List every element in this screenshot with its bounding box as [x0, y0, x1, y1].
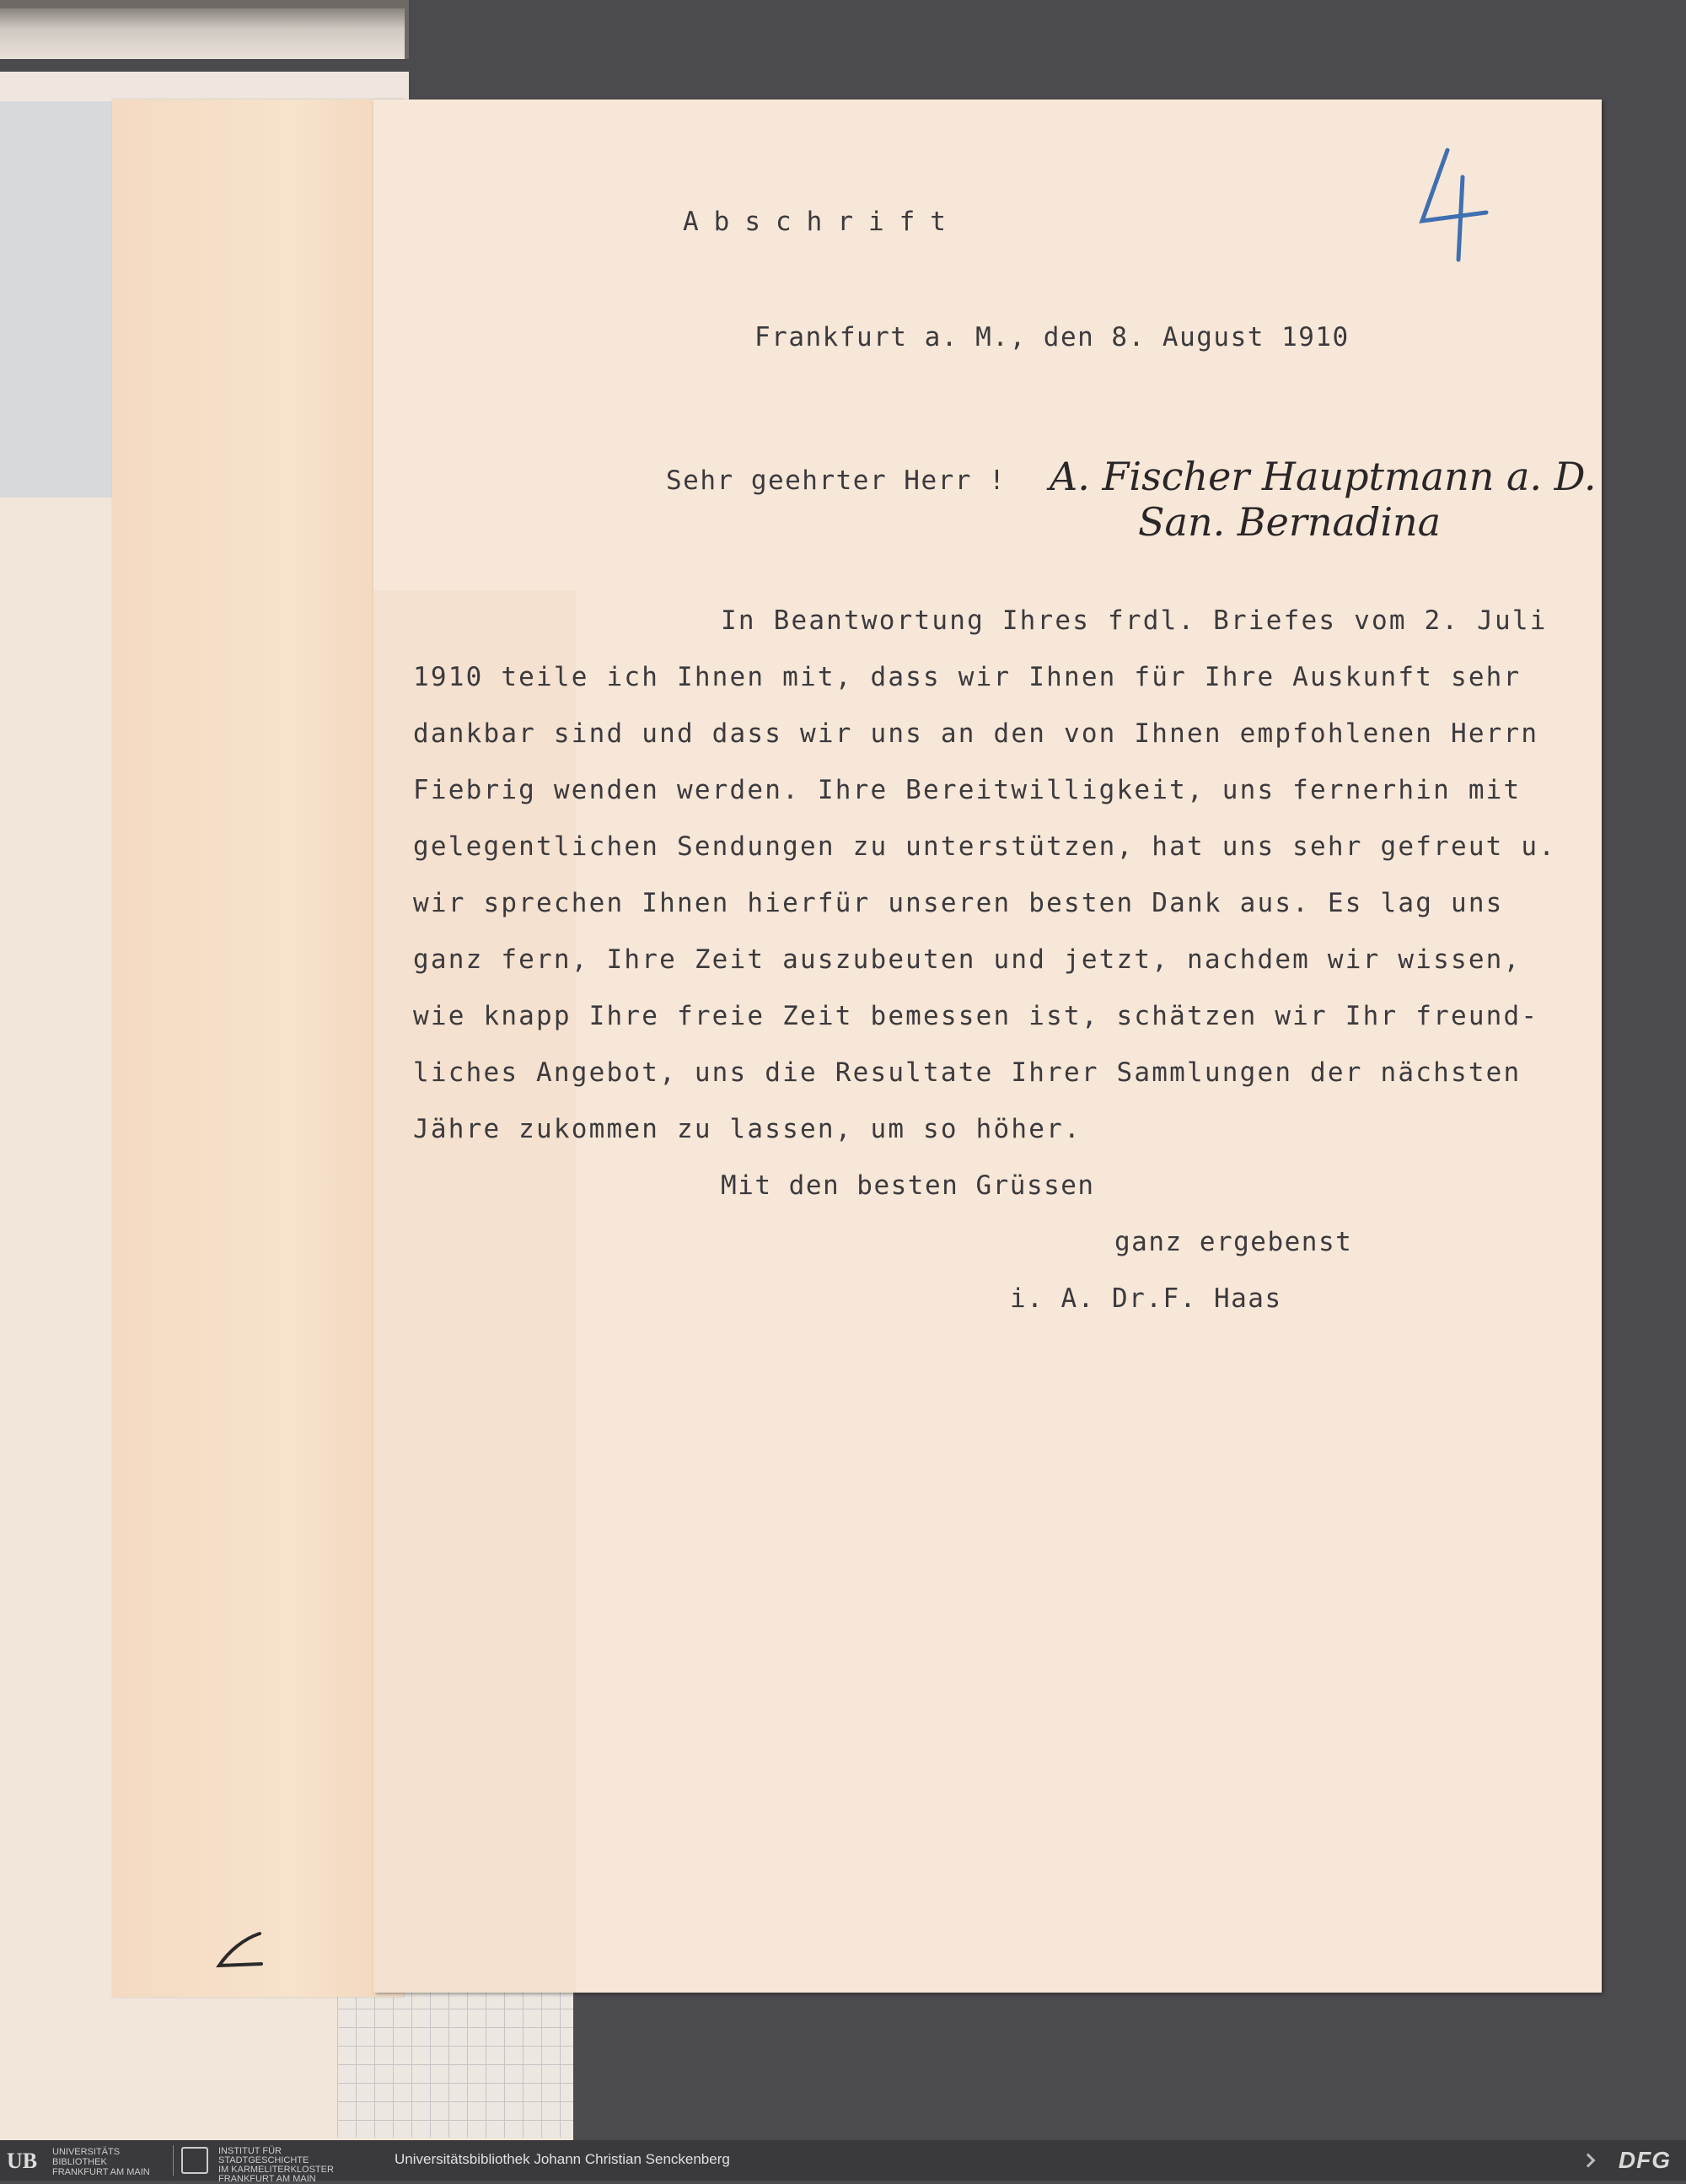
body-line: dankbar sind und dass wir uns an den von Ihnen empfohlenen Herrn: [413, 718, 1539, 749]
folder-strip: [0, 8, 405, 59]
viewer-footer: [0, 2140, 1686, 2184]
body-line: ganz fern, Ihre Zeit auszubeuten und jetzt, nachdem wir wissen,: [413, 944, 1522, 975]
isg-logo-text: INSTITUT FÜR STADTGESCHICHTE IM KARMELITERKLOSTER FRANKFURT AM MAIN: [218, 2146, 334, 2184]
isg-seal-icon: [181, 2147, 208, 2174]
body-line: Fiebrig wenden werden. Ihre Bereitwilligkeit, uns fernerhin mit: [413, 775, 1522, 805]
signature: i. A. Dr.F. Haas: [1010, 1283, 1282, 1314]
ub-logo-mark: UB: [7, 2149, 38, 2173]
body-line: Jähre zukommen zu lassen, um so höher.: [413, 1114, 1082, 1144]
pencil-mark: [211, 1927, 270, 1977]
body-line: In Beantwortung Ihres frdl. Briefes vom 2. Juli: [721, 605, 1548, 636]
body-line: gelegentlichen Sendungen zu unterstützen, hat uns sehr gefreut u.: [413, 831, 1557, 862]
body-line: liches Angebot, uns die Resultate Ihrer Sammlungen der nächsten: [413, 1057, 1522, 1088]
institution-name: Universitätsbibliothek Johann Christian Senckenberg: [395, 2151, 730, 2167]
ub-logo[interactable]: [5, 2145, 174, 2176]
chevron-right-icon: [1581, 2154, 1596, 2168]
dfg-logo[interactable]: DFG: [1618, 2147, 1671, 2173]
isg-logo[interactable]: [181, 2145, 384, 2184]
place-date: Frankfurt a. M., den 8. August 1910: [754, 322, 1350, 352]
body-line: wir sprechen Ihnen hierfür unseren besten Dank aus. Es lag uns: [413, 888, 1504, 918]
grey-insert-sheet: [0, 101, 118, 498]
recipient-handwritten-line2: San. Bernadina: [1138, 499, 1442, 545]
grid-paper-strip: [337, 1990, 573, 2138]
salutation: Sehr geehrter Herr !: [666, 465, 1007, 496]
page-number-handwritten: [1412, 143, 1496, 261]
complimentary-close: ganz ergebenst: [1114, 1227, 1353, 1257]
document-heading: Abschrift: [683, 207, 961, 237]
folded-carbon-sheet-inner: [112, 100, 373, 1997]
ub-logo-text: UNIVERSITÄTS BIBLIOTHEK FRANKFURT AM MAIN: [52, 2147, 150, 2177]
closing: Mit den besten Grüssen: [721, 1170, 1095, 1201]
body-line: 1910 teile ich Ihnen mit, dass wir Ihnen für Ihre Auskunft sehr: [413, 662, 1522, 692]
body-line: wie knapp Ihre freie Zeit bemessen ist, schätzen wir Ihr freund-: [413, 1001, 1539, 1031]
recipient-handwritten-line1: A. Fischer Hauptmann a. D.: [1050, 454, 1597, 499]
